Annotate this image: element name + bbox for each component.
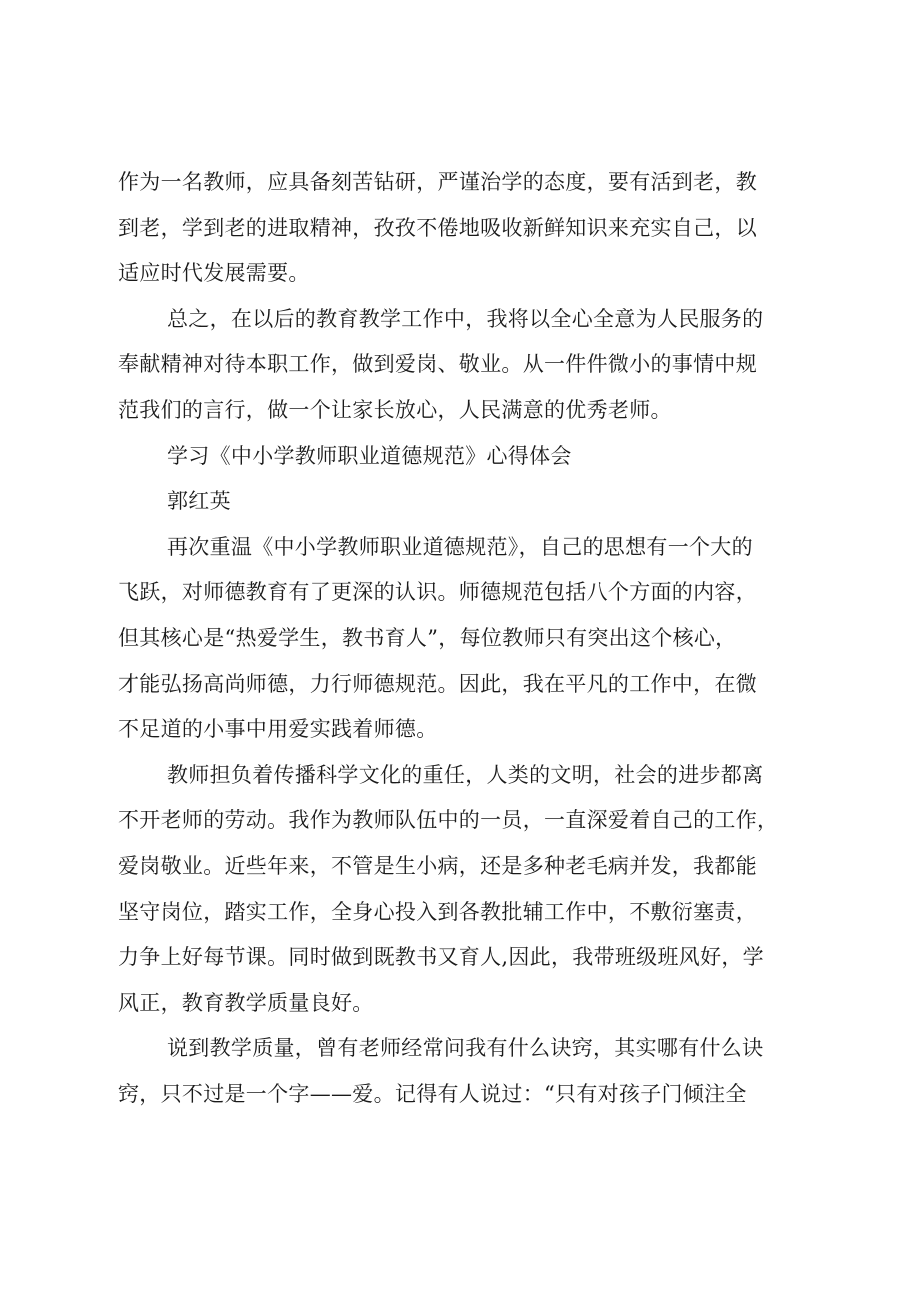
text-line: 适应时代发展需要。 <box>118 261 310 286</box>
paragraph-3 <box>118 525 820 753</box>
text-line: 力争上好每节课。同时做到既教书又育人,因此，我带班级班风好，学 <box>118 945 764 970</box>
text-line: 教师担负着传播科学文化的重任，人类的文明，社会的进步都离 <box>167 762 764 787</box>
paragraph-2 <box>118 297 820 434</box>
text-line: 作为一名教师，应具备刻苦钻研，严谨治学的态度，要有活到老，教 <box>118 170 757 194</box>
text-line: 不开老师的劳动。我作为教师队伍中的一员，一直深爱着自己的工作， <box>118 808 779 833</box>
text-line: 风正，教育教学质量良好。 <box>118 990 374 1015</box>
text-line: 但其核心是“热爱学生，教书育人”，每位教师只有突出这个核心， <box>118 625 737 650</box>
text-line: 奉献精神对待本职工作，做到爱岗、敬业。从一件件微小的事情中规 <box>118 352 757 377</box>
text-line: 到老，学到老的进取精神，孜孜不倦地吸收新鲜知识来充实自己，以 <box>118 215 757 240</box>
paragraph-1 <box>118 160 820 297</box>
text-line: 飞跃，对师德教育有了更深的认识。师德规范包括八个方面的内容， <box>118 580 757 605</box>
text-line: 爱岗敬业。近些年来，不管是生小病，还是多种老毛病并发，我都能 <box>118 853 757 878</box>
paragraph-5 <box>118 1026 820 1117</box>
text-line: 说到教学质量，曾有老师经常问我有什么诀窍，其实哪有什么诀 <box>167 1036 764 1061</box>
text-line: 总之，在以后的教育教学工作中，我将以全心全意为人民服务的 <box>167 306 764 331</box>
text-line: 窍，只不过是一个字——爱。记得有人说过：“只有对孩子门倾注全 <box>118 1081 747 1106</box>
text-line: 坚守岗位，踏实工作，全身心投入到各教批辅工作中，不敷衍塞责， <box>118 899 757 924</box>
document-page <box>118 160 820 1117</box>
author-line: 郭红英 <box>167 489 231 514</box>
text-line: 才能弘扬高尚师德，力行师德规范。因此，我在平凡的工作中，在微 <box>118 671 757 696</box>
text-line: 不足道的小事中用爱实践着师德。 <box>118 717 438 742</box>
text-line: 再次重温《中小学教师职业道德规范》，自己的思想有一个大的 <box>167 534 753 559</box>
article-title <box>118 434 820 480</box>
text-line: 范我们的言行，做一个让家长放心，人民满意的优秀老师。 <box>118 397 672 422</box>
title-line: 学习《中小学教师职业道德规范》心得体会 <box>167 443 572 468</box>
article-author <box>118 479 820 525</box>
paragraph-4 <box>118 753 820 1027</box>
